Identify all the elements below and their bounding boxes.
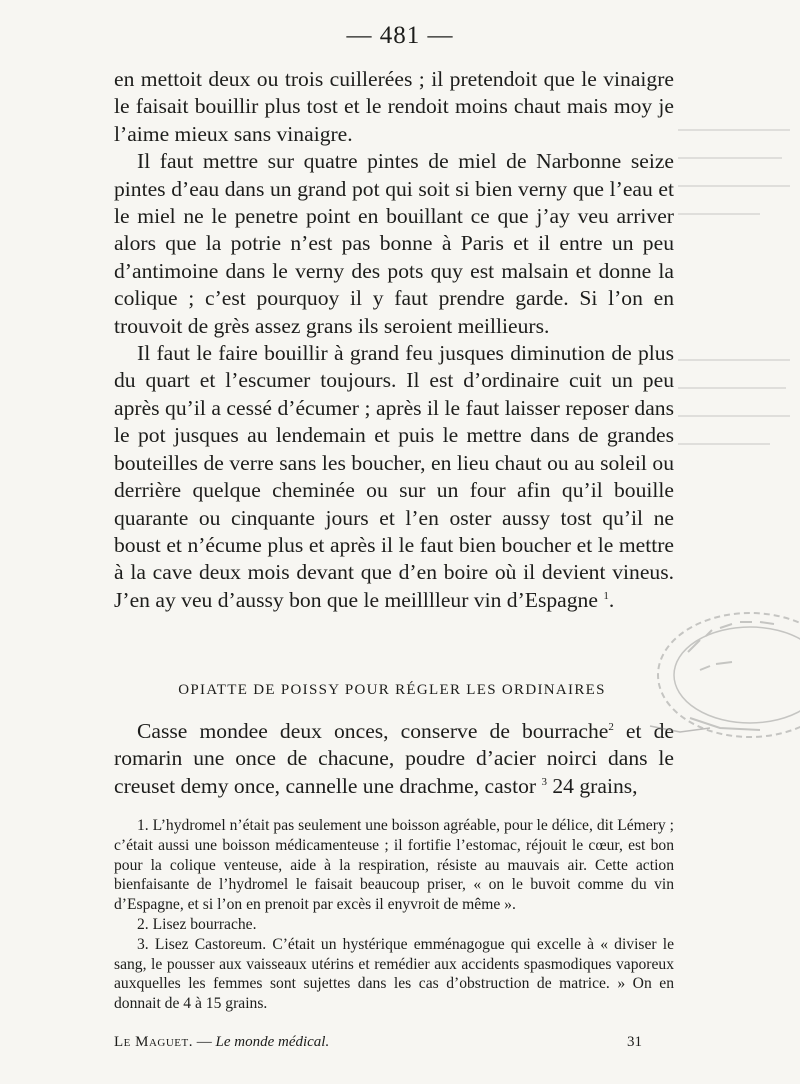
recipe-paragraph <box>114 718 674 800</box>
main-text <box>114 66 674 614</box>
footnote-1: 1. L’hydromel n’était pas seulement une boisson agréable, pour le délice, dit Lémery ; c’était aussi une boisson médicamenteuse ; il fortifie l’estomac, réjouit le cœur, est bon pour la colique venteuse, aide à la respiration, résiste au mauvais air. Cette action bienfaisante de l’hydromel le faisait beaucoup priser, « on le buvoit comme du vin d’Espagne, et si l’on en prenoit par excès il enyvroit de même ». <box>114 817 674 914</box>
recipe-text-part-1: Casse mondee deux onces, conserve de bourrache <box>137 719 609 743</box>
footnote-ref-1: 1 <box>603 589 609 602</box>
recipe-text-part-2: et de romarin une once de chacune, poudre d’acier noirci dans le creuset demy once, cannelle une drachme, castor <box>114 719 674 798</box>
footer-title: Le monde médical. <box>215 1034 330 1050</box>
footnotes <box>114 816 674 1014</box>
footnote-3: 3. Lisez Castoreum. C’était un hystérique emménagogue qui excelle à « diviser le sang, le pousser aux vaisseaux utérins et remédier aux accidents spasmodiques vaporeux auxquelles les femmes sont sujettes dans les cas d’obstruction de matrice. » On en donnait de 4 à 15 grains. <box>114 935 674 1013</box>
footnote-2: 2. Lisez bourrache. <box>137 915 257 933</box>
library-stamp <box>640 600 800 760</box>
footnote-ref-3: 3 <box>541 775 547 788</box>
paragraph-1: en mettoit deux ou trois cuillerées ; il pretendoit que le vinaigre le faisait bouillir plus tost et le rendoit moins chaut mais moy je l’aime mieux sans vinaigre. <box>114 67 674 146</box>
page-footer <box>114 1034 642 1051</box>
page-number: — 481 — <box>346 22 454 49</box>
section-text <box>114 718 674 800</box>
footer-author: Le Maguet. <box>114 1034 193 1050</box>
paragraph-3: Il faut le faire bouillir à grand feu jusques diminution de plus du quart et l’escumer toujours. Il est d’ordinaire cuit un peu après qu’il a cessé d’écumer ; après il le faut laisser reposer dans le pot jusques au lendemain et puis le mettre dans de grandes bouteilles de verre sans les boucher, en lieu chaut ou au soleil ou derrière quelque cheminée ou sur un four afin qu’il bouille quarante ou cinquante jours et l’en oster aussy tost qu’il ne boust et n’écume plus et après il le faut bien boucher et le mettre à la cave deux mois devant que d’en boire où il devient vineus. J’en ay veu d’aussy bon que le meilllleur vin d’Espagne $^1$. <box>114 341 674 612</box>
paragraph-3-text: Il faut le faire bouillir à grand feu jusques diminution de plus du quart et l’escumer toujours. Il est d’ordinaire cuit un peu après qu’il a cessé d’écumer ; après il le faut laisser reposer dans le pot jusques au lendemain et puis le mettre dans de grandes bouteilles de verre sans les boucher, en lieu chaut ou au soleil ou derrière quelque cheminée ou sur un four afin qu’il bouille quarante ou cinquante jours et l’en oster aussy tost qu’il ne boust et n’écume plus et après il le faut bien boucher et le mettre à la cave deux mois devant que d’en boire où il devient vineus. J’en ay veu d’aussy bon que le meilllleur vin d’Espagne <box>114 341 674 612</box>
footer-separator: — <box>193 1034 216 1050</box>
show-through-text <box>670 110 800 470</box>
signature-mark: 31 <box>627 1034 642 1050</box>
section-heading: OPIATTE DE POISSY POUR RÉGLER LES ORDINAIRES <box>178 682 606 698</box>
paragraph-2: Il faut mettre sur quatre pintes de miel de Narbonne seize pintes d’eau dans un grand pot qui soit si bien verny que l’eau et le miel ne le penetre point en bouillant ce que j’ay veu arriver alors que la potrie n’est pas bonne à Paris et il entre un peu d’antimoine dans le verny des pots quy est malsain et donne la colique ; c’est pourquoy il y faut prendre garde. Si l’on en trouvoit de grès assez grans ils seroient meillieurs. <box>114 149 674 338</box>
footnote-ref-2: 2 <box>608 720 614 733</box>
recipe-text-part-3: 24 grains, <box>546 773 638 798</box>
